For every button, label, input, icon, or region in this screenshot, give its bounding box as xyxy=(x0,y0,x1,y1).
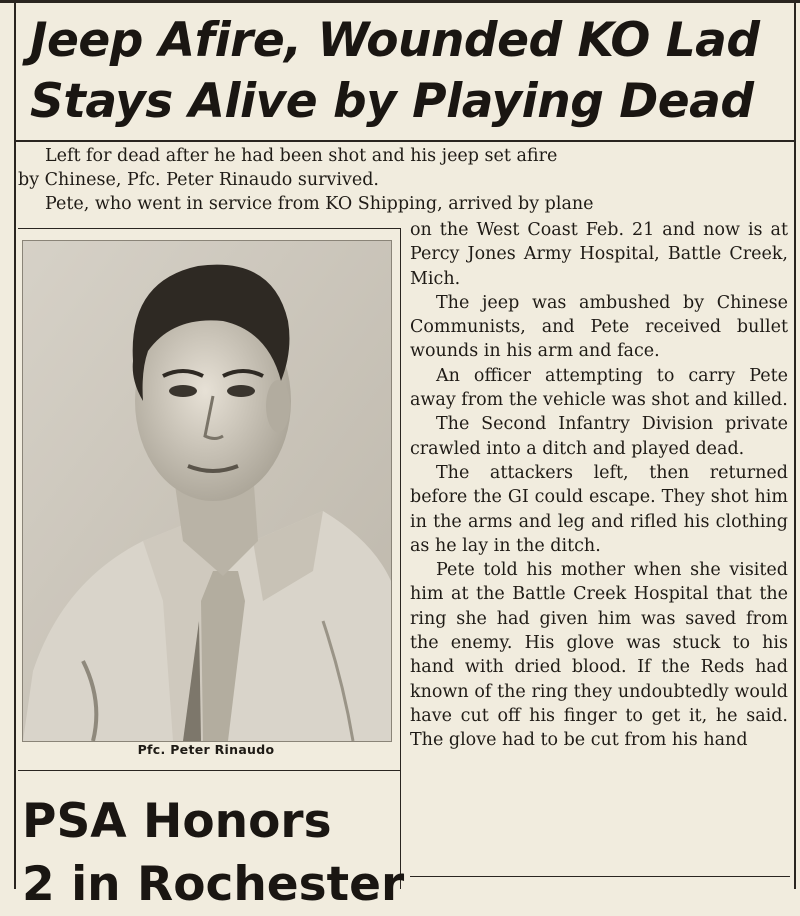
main-headline xyxy=(30,10,790,132)
top-rule xyxy=(0,0,800,3)
photo-caption: Pfc. Peter Rinaudo xyxy=(137,742,275,757)
portrait-illustration xyxy=(23,241,391,741)
article-column xyxy=(410,218,788,753)
right-border-rule xyxy=(794,0,796,889)
second-headline-line-2: 2 in Rochester xyxy=(22,857,405,912)
column-paragraph-4: The Second Infantry Division private crawled into a ditch and played dead. xyxy=(410,414,788,459)
left-border-rule xyxy=(14,0,16,889)
headline-bottom-rule xyxy=(14,140,796,142)
headline-line-2: Stays Alive by Playing Dead xyxy=(30,74,754,129)
column-paragraph-2: The jeep was ambushed by Chinese Communists, and Pete received bullet wounds in his arm and face. xyxy=(410,292,788,362)
photo-top-rule xyxy=(18,228,400,229)
column-bottom-rule xyxy=(410,876,790,877)
column-paragraph-3: An officer attempting to carry Pete away from the vehicle was shot and killed. xyxy=(410,365,788,411)
headline-line-1: Jeep Afire, Wounded KO Lad xyxy=(30,13,760,68)
portrait-photo xyxy=(22,240,392,742)
column-paragraph-5: The attackers left, then returned before the GI could escape. They shot him in the arms and leg and rifled his clothing as he lay in the ditch. xyxy=(410,462,788,556)
second-headline xyxy=(22,790,405,916)
column-paragraph-1: on the West Coast Feb. 21 and now is at Percy Jones Army Hospital, Battle Creek, Mich. xyxy=(410,220,788,289)
lead-paragraph xyxy=(18,144,788,216)
lead-line-1: Left for dead after he had been shot and his jeep set afire xyxy=(45,146,558,166)
column-paragraph-6: Pete told his mother when she visited him at the Battle Creek Hospital that the ring she had given him was saved from the enemy. His glove was stuck to his hand with dried blood. If the Reds had known of the ring they undoubtedly would have cut off his finger to get it, he said. The glove had to be cut from his hand xyxy=(410,560,788,751)
lead-line-3: Pete, who went in service from KO Shipping, arrived by plane xyxy=(45,194,594,214)
second-headline-line-1: PSA Honors xyxy=(22,794,332,849)
caption-bottom-rule xyxy=(18,770,400,771)
lead-line-2: by Chinese, Pfc. Peter Rinaudo survived. xyxy=(18,170,379,190)
